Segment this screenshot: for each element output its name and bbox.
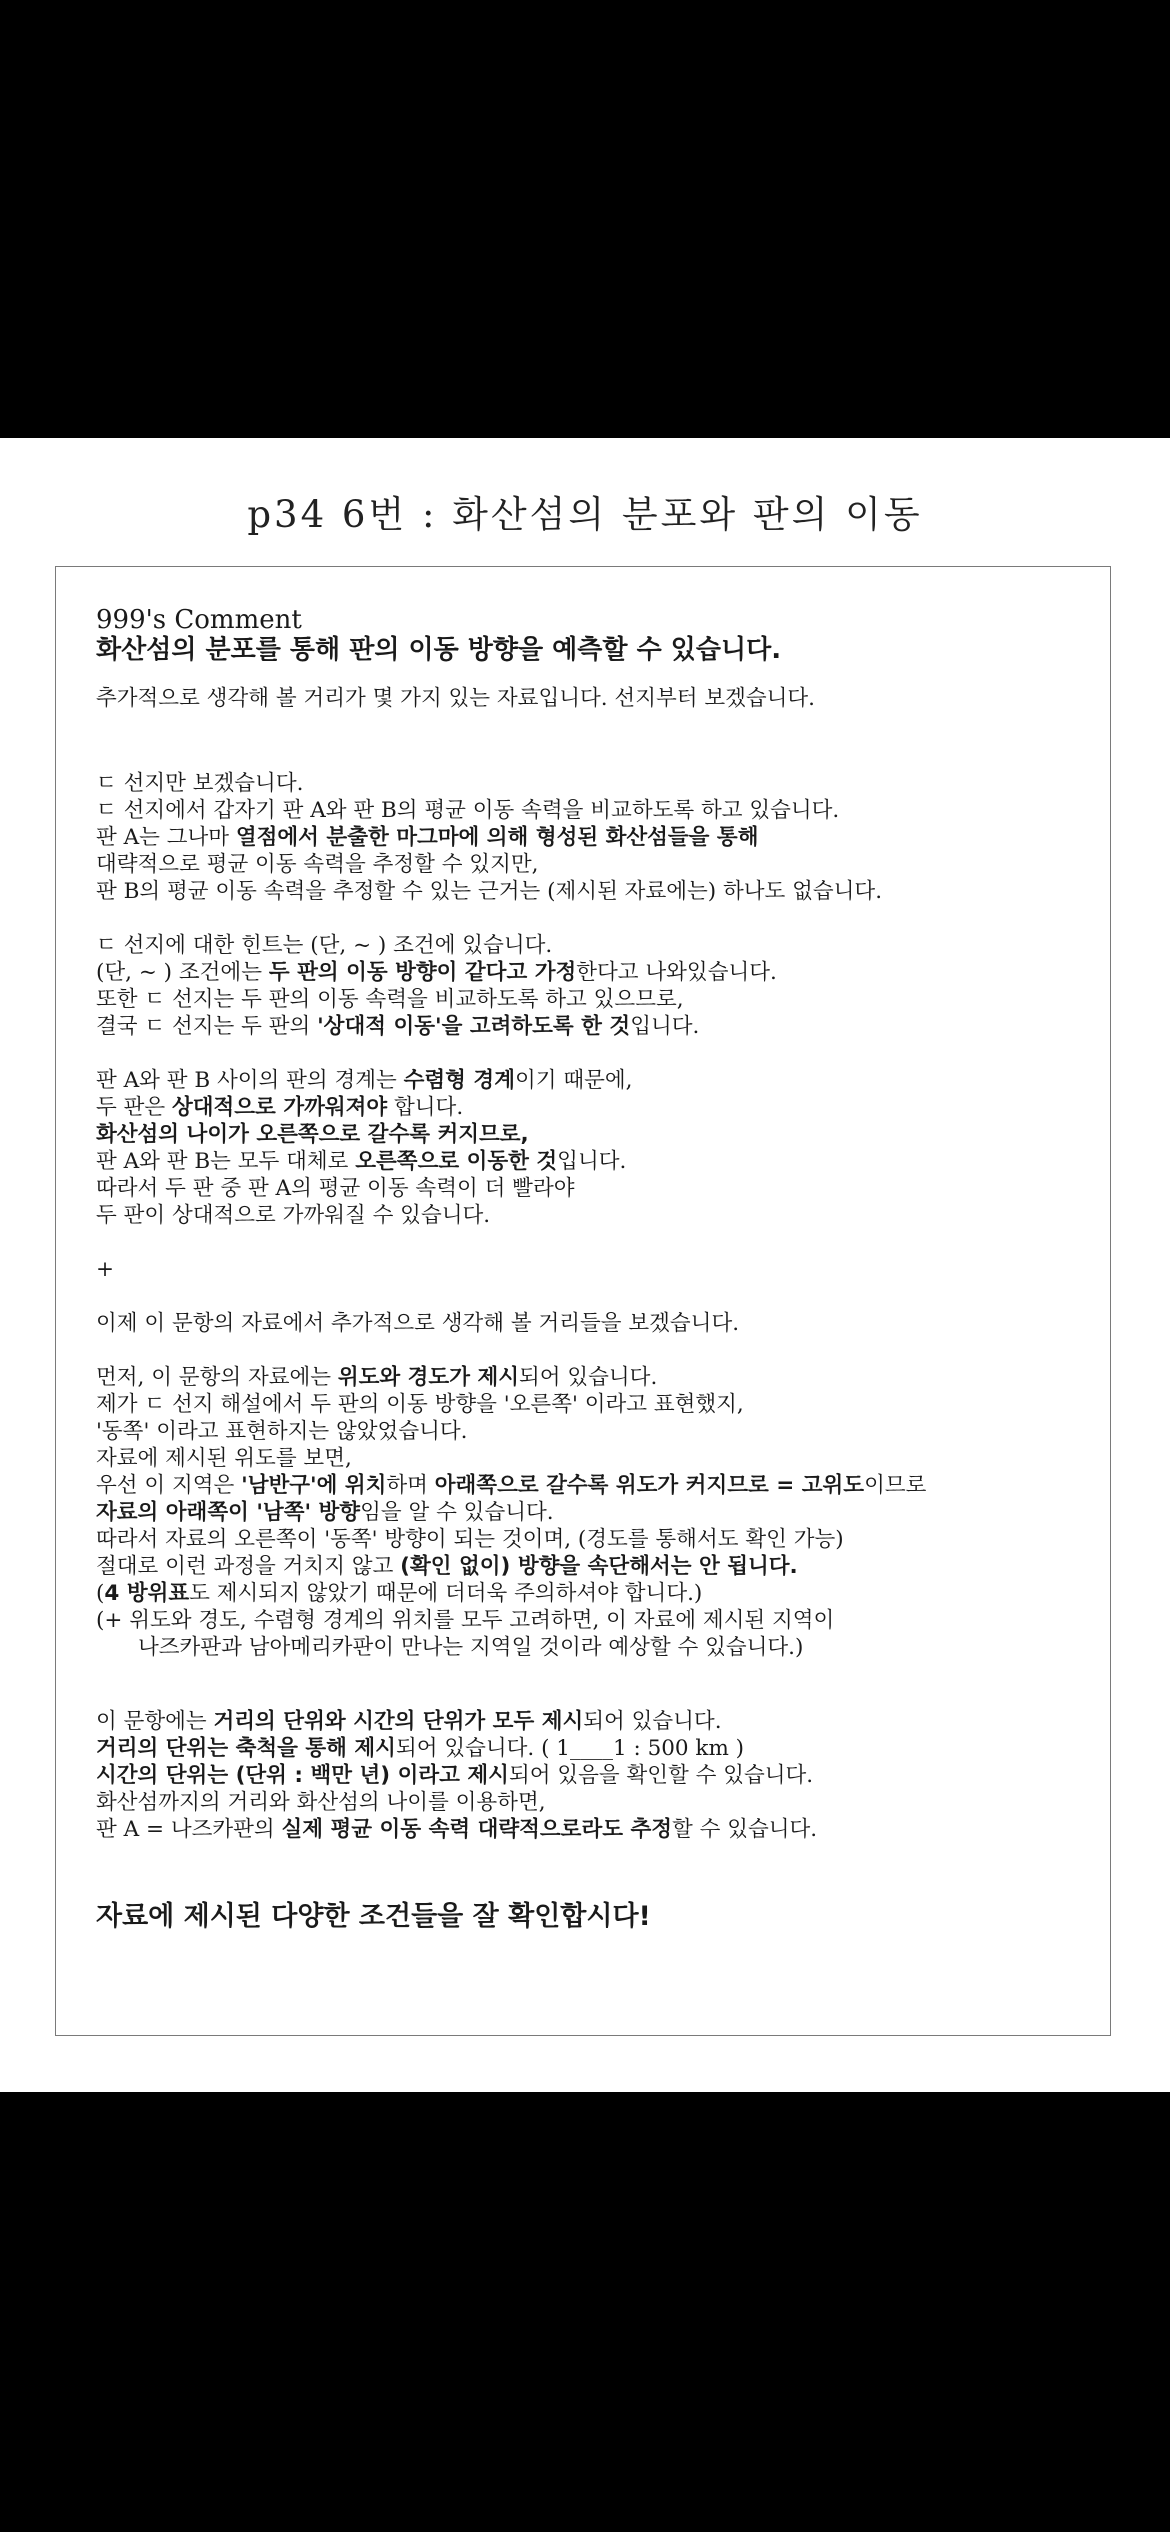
emphasis: '남반구'에 위치 <box>241 1473 387 1498</box>
text-line: 자료의 아래쪽이 '남쪽' 방향임을 알 수 있습니다. <box>96 1500 554 1525</box>
text-line: 대략적으로 평균 이동 속력을 추정할 수 있지만, <box>96 852 539 877</box>
text-line: 판 B의 평균 이동 속력을 추정할 수 있는 근거는 (제시된 자료에는) 하나도 없습니다. <box>96 879 883 904</box>
text-line: 화산섬의 나이가 오른쪽으로 갈수록 커지므로, <box>96 1122 529 1147</box>
text-line: ㄷ 선지만 보겠습니다. <box>96 771 304 796</box>
text-line: (4 방위표도 제시되지 않았기 때문에 더더욱 주의하셔야 합니다.) <box>96 1581 703 1606</box>
intro-line: 추가적으로 생각해 볼 거리가 몇 가지 있는 자료입니다. 선지부터 보겠습니다. <box>96 686 816 711</box>
section-option-d <box>96 770 1080 905</box>
document-page <box>0 438 1170 2092</box>
text-line: 또한 ㄷ 선지는 두 판의 이동 속력을 비교하도록 하고 있으므로, <box>96 987 684 1012</box>
text-line: 판 A = 나즈카판의 실제 평균 이동 속력 대략적으로라도 추정할 수 있습니다. <box>96 1817 818 1842</box>
text-line: 거리의 단위는 축척을 통해 제시되어 있습니다. ( 1____1 : 500 km ) <box>96 1736 745 1761</box>
page-title: p34 6번 : 화산섬의 분포와 판의 이동 <box>247 493 923 536</box>
emphasis: 열점에서 분출한 마그마에 의해 형성된 화산섬들을 통해 <box>235 825 759 850</box>
comment-heading: 999's Comment <box>96 605 302 635</box>
text-line: (단, ~ ) 조건에는 두 판의 이동 방향이 같다고 가정한다고 나와있습니다. <box>96 960 777 985</box>
comment-subheading: 화산섬의 분포를 통해 판의 이동 방향을 예측할 수 있습니다. <box>96 635 782 665</box>
text-line: 시간의 단위는 (단위 : 백만 년) 이라고 제시되어 있음을 확인할 수 있습니다. <box>96 1763 814 1788</box>
emphasis: 위도와 경도가 제시 <box>337 1365 519 1390</box>
section-hint <box>96 932 1080 1040</box>
comment-box <box>55 566 1111 2036</box>
text-line: '동쪽' 이라고 표현하지는 않았었습니다. <box>96 1419 468 1444</box>
emphasis: '상대적 이동'을 고려하도록 한 것 <box>317 1014 631 1039</box>
emphasis: (확인 없이) 방향을 속단해서는 안 됩니다. <box>400 1554 798 1579</box>
text-line: 따라서 자료의 오른쪽이 '동쪽' 방향이 되는 것이며, (경도를 통해서도 확인 가능) <box>96 1527 844 1552</box>
text-line: 나즈카판과 남아메리카판이 만나는 지역일 것이라 예상할 수 있습니다.) <box>138 1635 804 1660</box>
text-line: 이 문항에는 거리의 단위와 시간의 단위가 모두 제시되어 있습니다. <box>96 1709 722 1734</box>
text-line: 제가 ㄷ 선지 해설에서 두 판의 이동 방향을 '오른쪽' 이라고 표현했지, <box>96 1392 744 1417</box>
emphasis: 시간의 단위는 (단위 : 백만 년) 이라고 제시 <box>96 1763 509 1788</box>
text-line: 화산섬까지의 거리와 화산섬의 나이를 이용하면, <box>96 1790 546 1815</box>
emphasis: 두 판의 이동 방향이 같다고 가정 <box>268 960 577 985</box>
text-line: ㄷ 선지에 대한 힌트는 (단, ~ ) 조건에 있습니다. <box>96 933 553 958</box>
emphasis: 상대적으로 가까워져야 <box>171 1095 388 1120</box>
section-units <box>96 1708 1080 1843</box>
text-line: 두 판이 상대적으로 가까워질 수 있습니다. <box>96 1203 491 1228</box>
text-line: 판 A와 판 B 사이의 판의 경계는 수렴형 경계이기 때문에, <box>96 1068 633 1093</box>
emphasis: 오른쪽으로 이동한 것 <box>355 1149 558 1174</box>
text-line: 절대로 이런 과정을 거치지 않고 (확인 없이) 방향을 속단해서는 안 됩니다. <box>96 1554 798 1579</box>
section-boundary <box>96 1067 1080 1229</box>
emphasis: 거리의 단위는 축척을 통해 제시 <box>96 1736 396 1761</box>
text-line: 우선 이 지역은 '남반구'에 위치하며 아래쪽으로 갈수록 위도가 커지므로 = 고위도이므로 <box>96 1473 927 1498</box>
emphasis: 4 방위표 <box>104 1581 190 1606</box>
emphasis: 자료의 아래쪽이 '남쪽' 방향 <box>96 1500 361 1525</box>
emphasis: 수렴형 경계 <box>403 1068 515 1093</box>
text-line: 결국 ㄷ 선지는 두 판의 '상대적 이동'을 고려하도록 한 것입니다. <box>96 1014 700 1039</box>
closing-line: 자료에 제시된 다양한 조건들을 잘 확인합시다! <box>96 1901 651 1932</box>
text-line: 자료에 제시된 위도를 보면, <box>96 1446 352 1471</box>
text-line: 두 판은 상대적으로 가까워져야 합니다. <box>96 1095 464 1120</box>
emphasis: 거리의 단위와 시간의 단위가 모두 제시 <box>213 1709 584 1734</box>
text-line: (+ 위도와 경도, 수렴형 경계의 위치를 모두 고려하면, 이 자료에 제시된 지역이 <box>96 1608 835 1633</box>
section-coordinates <box>96 1364 1080 1661</box>
emphasis: 아래쪽으로 갈수록 위도가 커지므로 = 고위도 <box>434 1473 865 1498</box>
text-line: 먼저, 이 문항의 자료에는 위도와 경도가 제시되어 있습니다. <box>96 1365 658 1390</box>
text-line: 판 A는 그나마 열점에서 분출한 마그마에 의해 형성된 화산섬들을 통해 <box>96 825 759 850</box>
text-line: 판 A와 판 B는 모두 대체로 오른쪽으로 이동한 것입니다. <box>96 1149 627 1174</box>
text-line: ㄷ 선지에서 갑자기 판 A와 판 B의 평균 이동 속력을 비교하도록 하고 있습니다. <box>96 798 840 823</box>
text-line: 따라서 두 판 중 판 A의 평균 이동 속력이 더 빨라야 <box>96 1176 575 1201</box>
text-line: 이제 이 문항의 자료에서 추가적으로 생각해 볼 거리들을 보겠습니다. <box>96 1311 740 1336</box>
plus-marker: + <box>96 1257 115 1282</box>
comment-content <box>96 605 1080 1933</box>
emphasis: 실제 평균 이동 속력 대략적으로라도 추정 <box>281 1817 673 1842</box>
